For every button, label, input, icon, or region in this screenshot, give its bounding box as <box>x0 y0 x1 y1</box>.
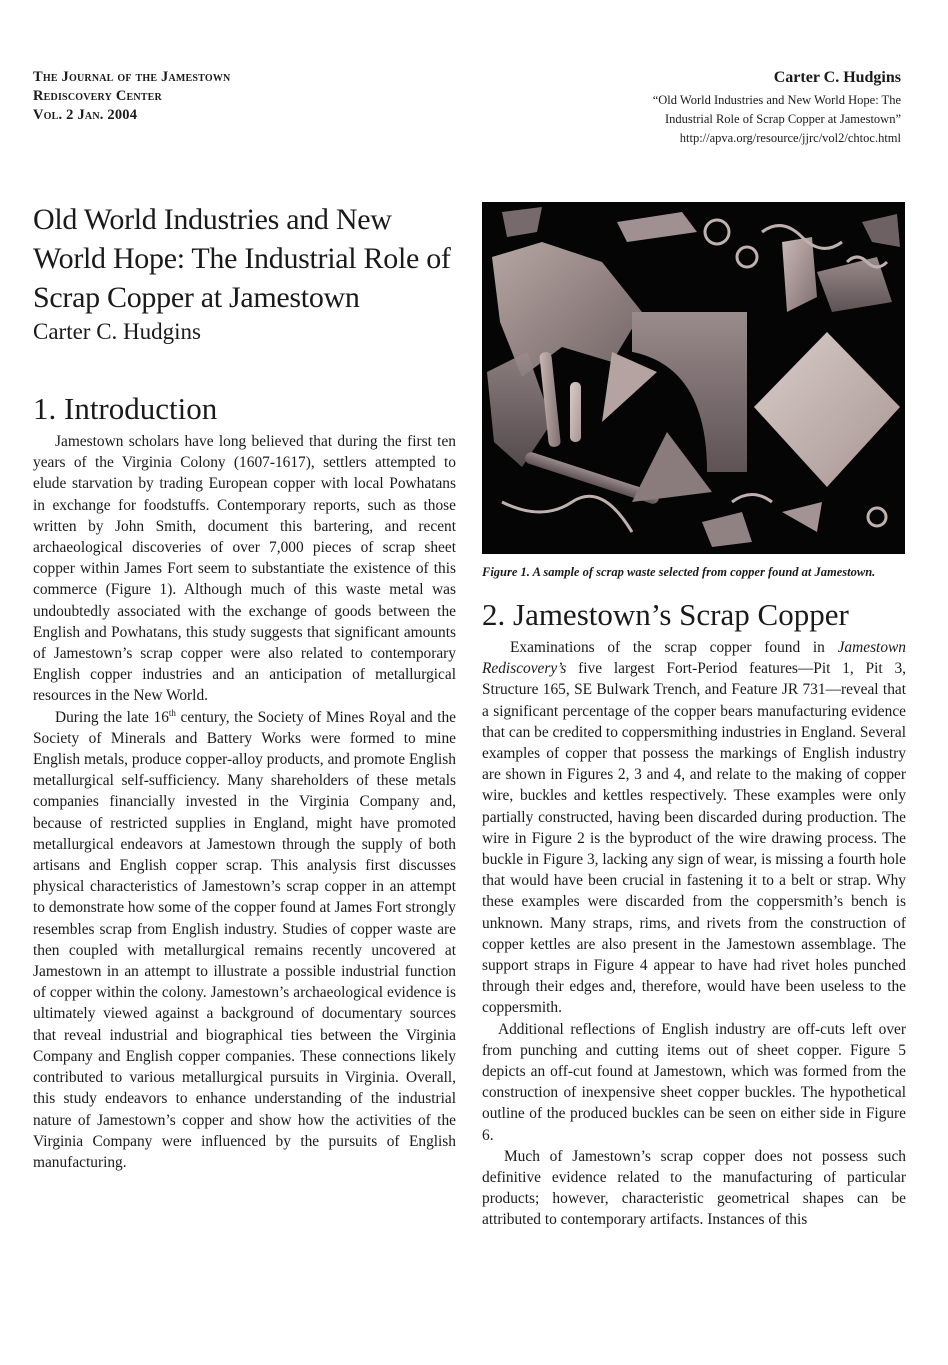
left-column <box>33 200 456 1173</box>
right-column <box>482 202 906 1231</box>
introduction-paragraph-2 <box>33 707 456 1173</box>
citation-title-line1: “Old World Industries and New World Hope: The <box>652 93 901 107</box>
article-title: Old World Industries and New World Hope: The Industrial Role of Scrap Copper at Jamestown <box>33 203 451 314</box>
scrap-copper-body <box>482 637 906 1231</box>
paragraph-text: century, the Society of Mines Royal and the Society of Minerals and Battery Works were formed to mine English metals, produce copper-alloy products, and promote English metallurgical self-sufficiency. Many shareholders of these metals companies financially invested in the Virginia Company and, because of restricted supplies in England, might have promoted metallurgical endeavors at Jamestown through the supply of both artisans and English copper scrap. This analysis first discusses physical characteristics of Jamestown’s scrap copper in an attempt to demonstrate how some of the copper found at James Fort strongly resembles scrap from English industry. Studies of copper waste are then coupled with metallurgical remains recently uncovered at Jamestown in an attempt to illustrate a possible industrial function of copper within the colony. Jamestown’s archaeological evidence is ultimately viewed against a background of documentary sources that reveal industrial and biographical ties between the Virginia Company and English copper companies. These connections likely contributed to various metallurgical pursuits in Virginia. Overall, this study endeavors to enhance understanding of the industrial nature of Jamestown’s copper and show how the activities of the Virginia Company were influenced by the pursuits of English manufacturing. <box>33 708 456 1171</box>
introduction-paragraph-1: Jamestown scholars have long believed that during the first ten years of the Virginia Colony (1607-1617), settlers attempted to elude starvation by trading European copper with local Powhatans in exchange for foodstuffs. Contemporary reports, such as those written by John Smith, document this bartering, and recent archaeological discoveries of over 7,000 pieces of scrap sheet copper within James Fort seem to substantiate the existence of this commerce (Figure 1). Although much of this waste metal was undoubtedly associated with the exchange of goods between the English and Powhatans, this study suggests that significant amounts of Jamestown’s scrap copper were also related to contemporary English copper industries and an anticipation of metallurgical resources in the New World. <box>33 433 456 705</box>
scrap-copper-paragraph-1 <box>482 637 906 1019</box>
paragraph-text: During the late 16 <box>55 708 169 726</box>
journal-name-line2: Rediscovery Center <box>33 88 162 104</box>
journal-masthead <box>33 68 363 125</box>
section-heading-scrap-copper: 2. Jamestown’s Scrap Copper <box>482 597 849 632</box>
scrap-copper-paragraph-2: Additional reflections of English industry are off-cuts left over from punching and cutting items out of sheet copper. Figure 5 depicts an off-cut found at Jamestown, which was formed from the construction of inexpensive sheet copper buckles. The hypothetical outline of the produced buckles can be seen on either side in Figure 6. <box>482 1020 906 1144</box>
introduction-body <box>33 431 456 1173</box>
paragraph-text: Examinations of the scrap copper found in <box>510 639 838 656</box>
citation-block <box>521 68 901 148</box>
paragraph-text: five largest Fort-Period features—Pit 1, Pit 3, Structure 165, SE Bulwark Trench, and Feature JR 731—reveal that a significant percentage of the copper bears manufacturing evidence that can be credited to coppersmithing industries in England. Several examples of copper that possess the markings of English industry are shown in Figures 2, 3 and 4, and relate to the making of copper wire, buckles and kettles respectively. These examples were only partially constructed, having been discarded during production. The wire in Figure 2 is the byproduct of the wire drawing process. The buckle in Figure 3, lacking any sign of wear, is missing a fourth hole that would have been crucial in fastening it to a belt or strap. Why these examples were discarded from the coppersmith’s bench is unknown. Many straps, rims, and rivets from the construction of copper kettles are also present in the Jamestown assemblage. The support straps in Figure 4 appear to have had rivet holes punched through their edges and, therefore, would have been useless to the coppersmith. <box>482 660 906 1017</box>
figure-1-caption: Figure 1. A sample of scrap waste selected from copper found at Jamestown. <box>482 565 876 579</box>
scrap-copper-paragraph-3: Much of Jamestown’s scrap copper does not possess such definitive evidence related to the manufacturing of particular products; however, characteristic geometrical shapes can be attributed to contemporary artifacts. Instances of this <box>482 1147 906 1229</box>
superscript: th <box>168 707 176 718</box>
header-author: Carter C. Hudgins <box>773 69 901 86</box>
journal-name-line1: The Journal of the Jamestown <box>33 69 231 85</box>
section-heading-introduction: 1. Introduction <box>33 391 218 426</box>
journal-issue: Vol. 2 Jan. 2004 <box>33 107 138 123</box>
figure-1-photo <box>482 202 905 554</box>
emphasis-text: Jamestown Rediscovery’s <box>482 639 906 678</box>
article-byline: Carter C. Hudgins <box>33 319 202 344</box>
scrap-copper-photo <box>482 202 905 554</box>
citation-url-link[interactable]: http://apva.org/resource/jjrc/vol2/chtoc.html <box>679 131 901 145</box>
citation-title-line2: Industrial Role of Scrap Copper at Jamestown” <box>664 112 901 126</box>
